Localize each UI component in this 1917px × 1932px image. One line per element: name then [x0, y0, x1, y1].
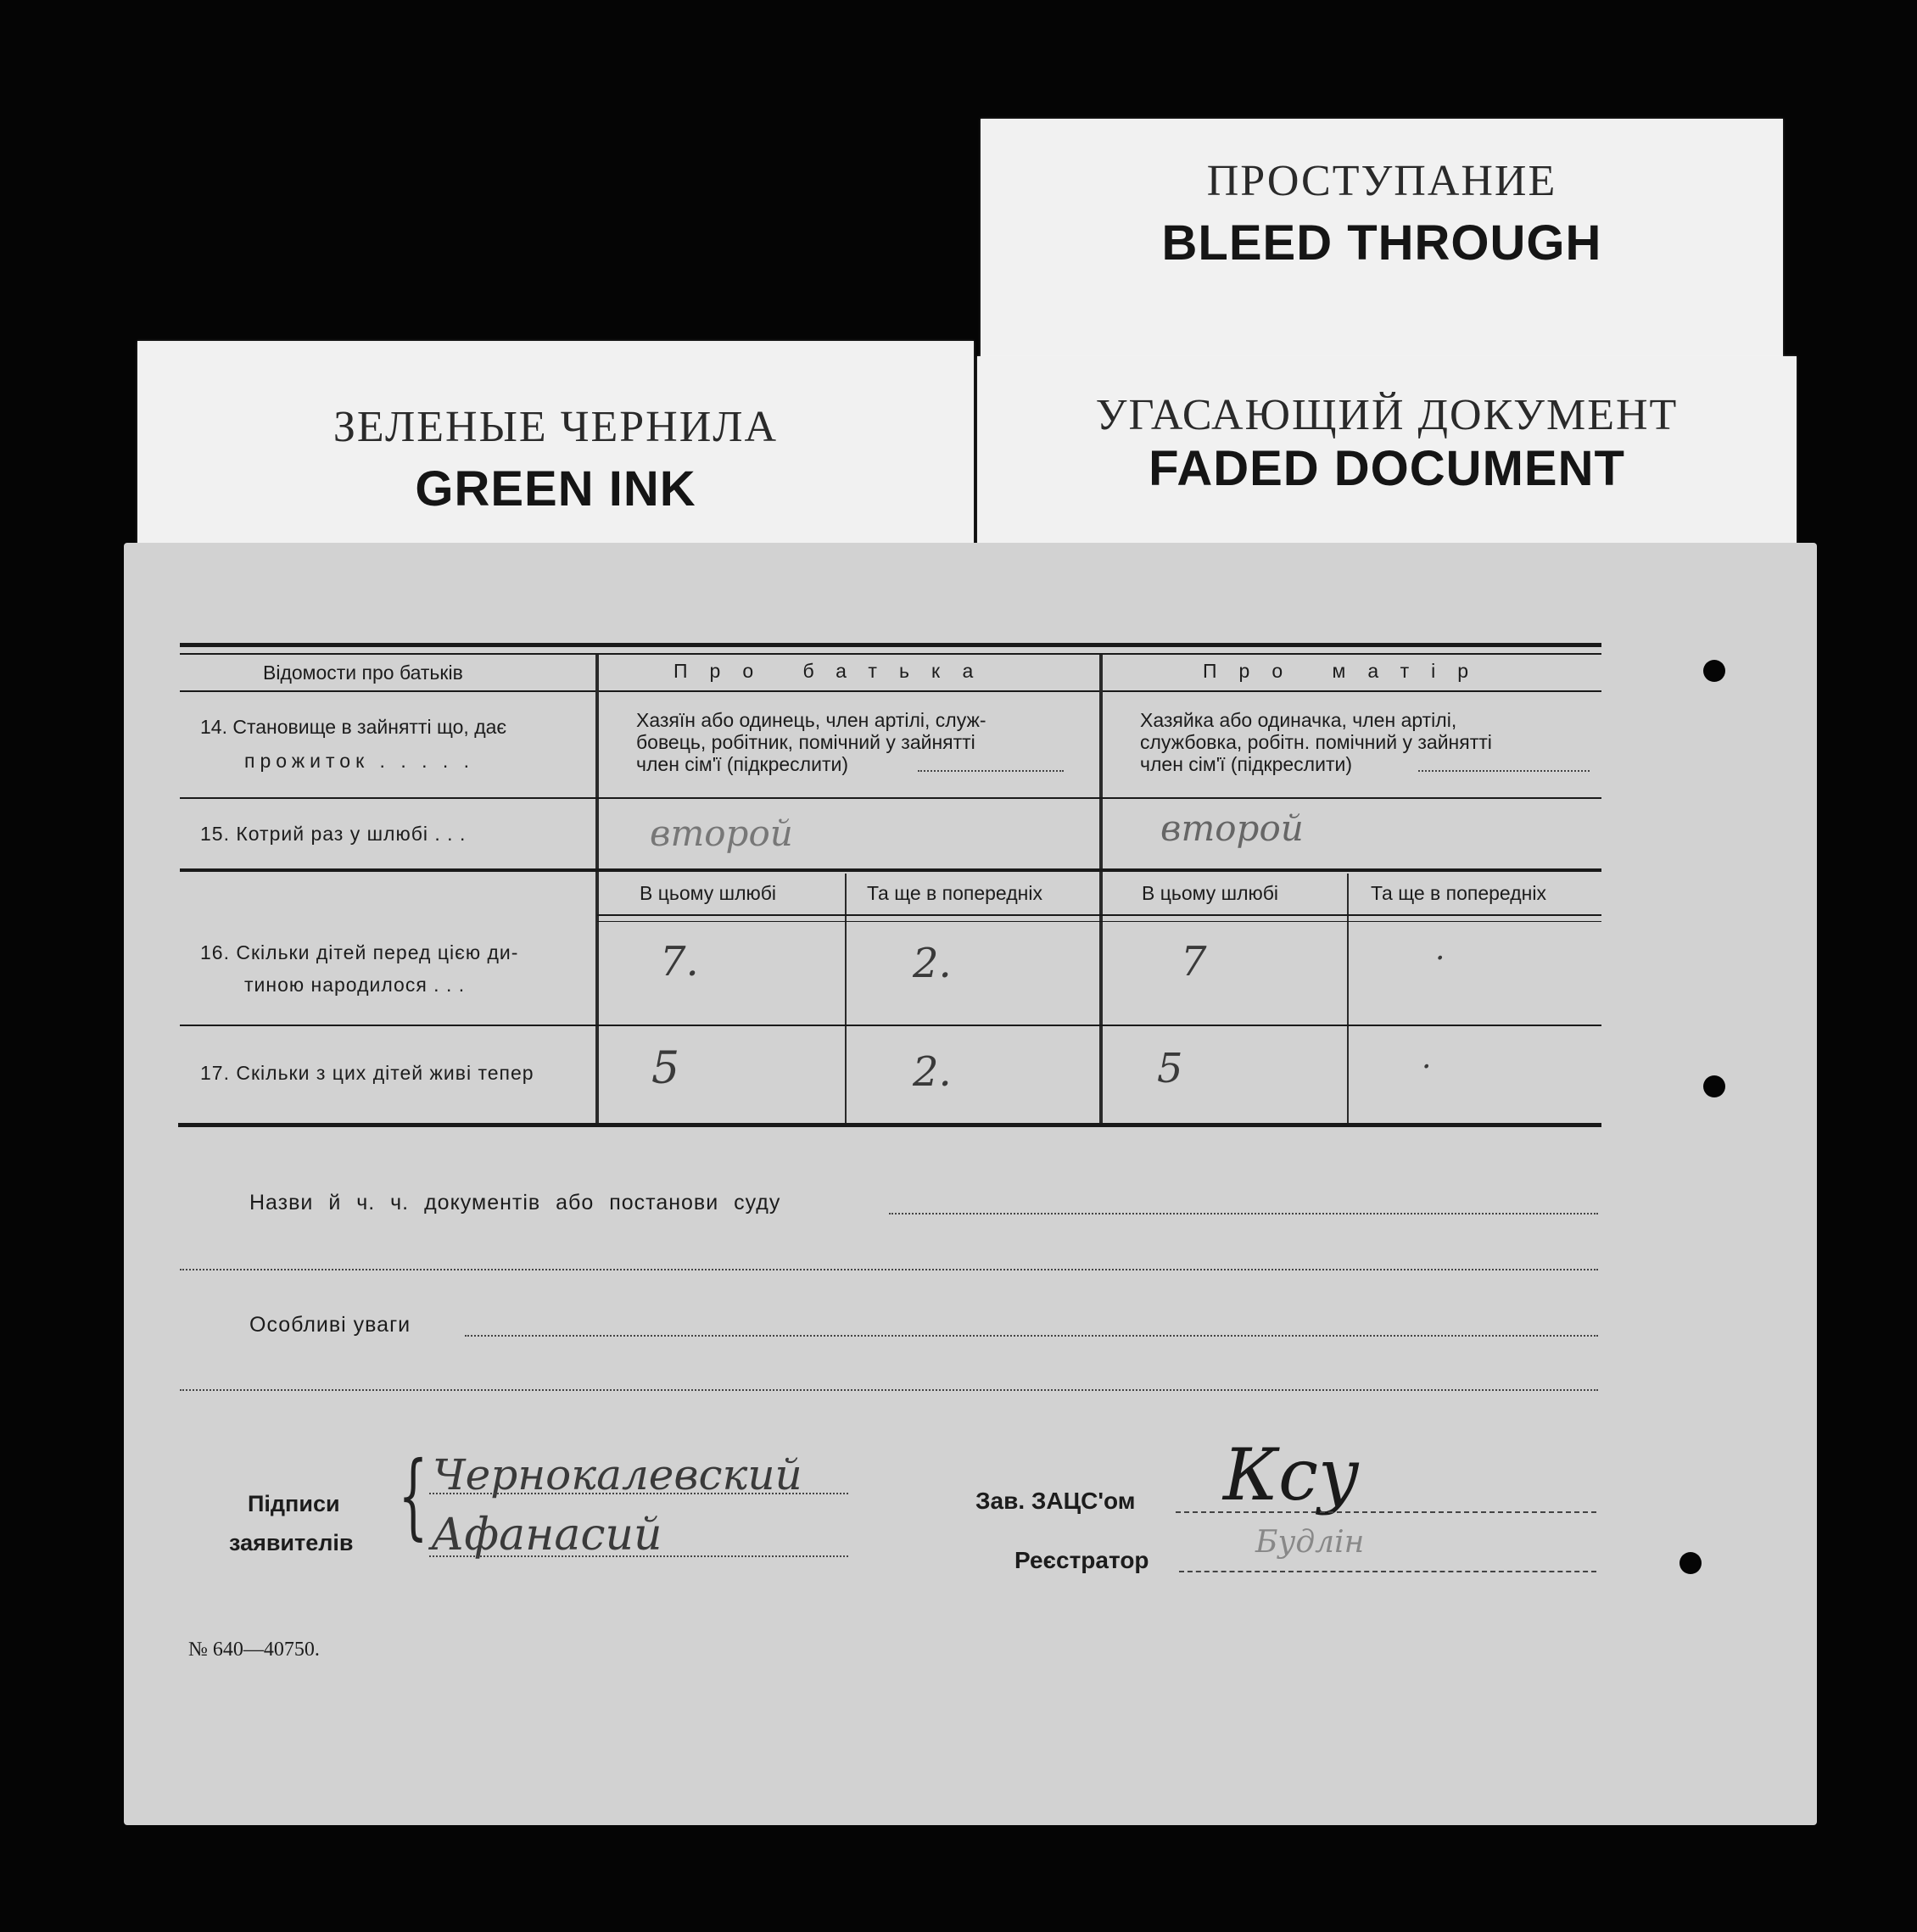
column-divider-father-sub [845, 874, 847, 1123]
row17-mother-current: 5 [1157, 1045, 1183, 1092]
bleed-through-label-ru: ПРОСТУПАНИЕ [1206, 157, 1557, 205]
row15-divider [180, 868, 1601, 872]
applicant-signature-2: Афанасий [431, 1510, 662, 1561]
subheader-divider-thin [597, 921, 1601, 922]
faded-document-label-en: FADED DOCUMENT [1149, 441, 1625, 496]
bleed-through-label-en: BLEED THROUGH [1161, 215, 1602, 271]
row16-father-previous: 2. [913, 940, 952, 987]
subheader-father-previous: Та ще в попередніх [867, 882, 1042, 904]
notes-label: Особливі уваги [249, 1313, 411, 1337]
row15-label: 15. Котрий раз у шлюбі . . . [200, 823, 467, 845]
faded-document-label-ru: УГАСАЮЩИЙ ДОКУМЕНТ [1095, 391, 1679, 439]
registrar-label: Реєстратор [1014, 1547, 1149, 1573]
applicant-signature-1-line [429, 1493, 848, 1494]
head-signature: Ксу [1223, 1433, 1360, 1516]
notes-fill-line-2 [180, 1389, 1598, 1391]
table-bottom-rule [178, 1123, 1601, 1127]
row14-mother-fill [1418, 770, 1590, 772]
documents-fill-line [889, 1213, 1598, 1214]
column-divider-mother-sub [1347, 874, 1349, 1123]
green-ink-label-en: GREEN INK [415, 461, 696, 517]
column-divider-left [595, 655, 599, 1123]
row17-mother-previous: · [1422, 1050, 1432, 1085]
applicant-signature-2-line [429, 1555, 848, 1557]
row15-mother-value: второй [1160, 807, 1304, 849]
row16-label-line2: тиною народилося . . . [244, 974, 466, 996]
header-father: Про батька [673, 660, 996, 682]
table-top-rule-thin [180, 653, 1601, 655]
row14-mother-line1: Хазяйка або одиначка, член артілі, [1140, 709, 1457, 731]
row14-father-fill [918, 770, 1064, 772]
row16-mother-current: 7 [1181, 938, 1207, 986]
punch-hole [1679, 1552, 1702, 1574]
punch-hole [1703, 1075, 1725, 1097]
row14-mother-line2: службовка, робітн. помічний у зайнятті [1140, 731, 1492, 753]
registrar-signature-line [1179, 1571, 1596, 1572]
head-signature-line [1176, 1511, 1596, 1513]
applicant-signature-1: Чернокалевский [433, 1450, 802, 1499]
row14-label-line2: прожиток . . . . . [244, 750, 475, 772]
row17-father-previous: 2. [913, 1048, 952, 1096]
row14-label-line1: 14. Становище в зайнятті що, дає [200, 716, 507, 738]
registrar-signature: Будлін [1255, 1525, 1365, 1560]
row16-label-line1: 16. Скільки дітей перед цією ди- [200, 941, 519, 963]
row17-father-current: 5 [651, 1043, 680, 1094]
documents-label: Назви й ч. ч. документів або постанови суду [249, 1191, 781, 1214]
row16-divider [180, 1025, 1601, 1026]
signatures-label-line2: заявителів [229, 1530, 354, 1555]
row14-mother-line3: член сім'ї (підкреслити) [1140, 753, 1352, 775]
column-divider-mid [1099, 655, 1103, 1123]
civil-record-form [124, 543, 1817, 1825]
green-ink-label-card [137, 341, 974, 561]
row15-father-value: второй [650, 812, 793, 854]
row17-label: 17. Скільки з цих дітей живі тепер [200, 1062, 534, 1084]
header-divider [180, 690, 1601, 692]
signatures-brace: { [398, 1441, 428, 1550]
green-ink-label-ru: ЗЕЛЕНЫЕ ЧЕРНИЛА [333, 403, 779, 451]
subheader-father-current: В цьому шлюбі [640, 882, 777, 904]
signatures-label-line1: Підписи [248, 1491, 340, 1516]
row14-father-line1: Хазяїн або одинець, член артілі, служ- [636, 709, 986, 731]
row16-mother-previous: · [1435, 941, 1445, 976]
row14-father-line3: член сім'ї (підкреслити) [636, 753, 848, 775]
table-top-rule [180, 643, 1601, 647]
punch-hole [1703, 660, 1725, 682]
form-number: № 640—40750. [188, 1639, 320, 1661]
subheader-divider [597, 914, 1601, 916]
header-mother: Про матір [1203, 660, 1491, 682]
subheader-mother-previous: Та ще в попередніх [1371, 882, 1546, 904]
row14-divider [180, 797, 1601, 799]
head-label: Зав. ЗАЦС'ом [975, 1488, 1136, 1514]
bleed-through-label-card [981, 119, 1783, 373]
notes-fill-line [465, 1335, 1598, 1337]
subheader-mother-current: В цьому шлюбі [1142, 882, 1279, 904]
row16-father-current: 7. [660, 938, 699, 986]
row14-father-line2: бовець, робітник, помічний у зайнятті [636, 731, 975, 753]
documents-fill-line-2 [180, 1269, 1598, 1270]
header-parents-info: Відомости про батьків [263, 662, 463, 684]
